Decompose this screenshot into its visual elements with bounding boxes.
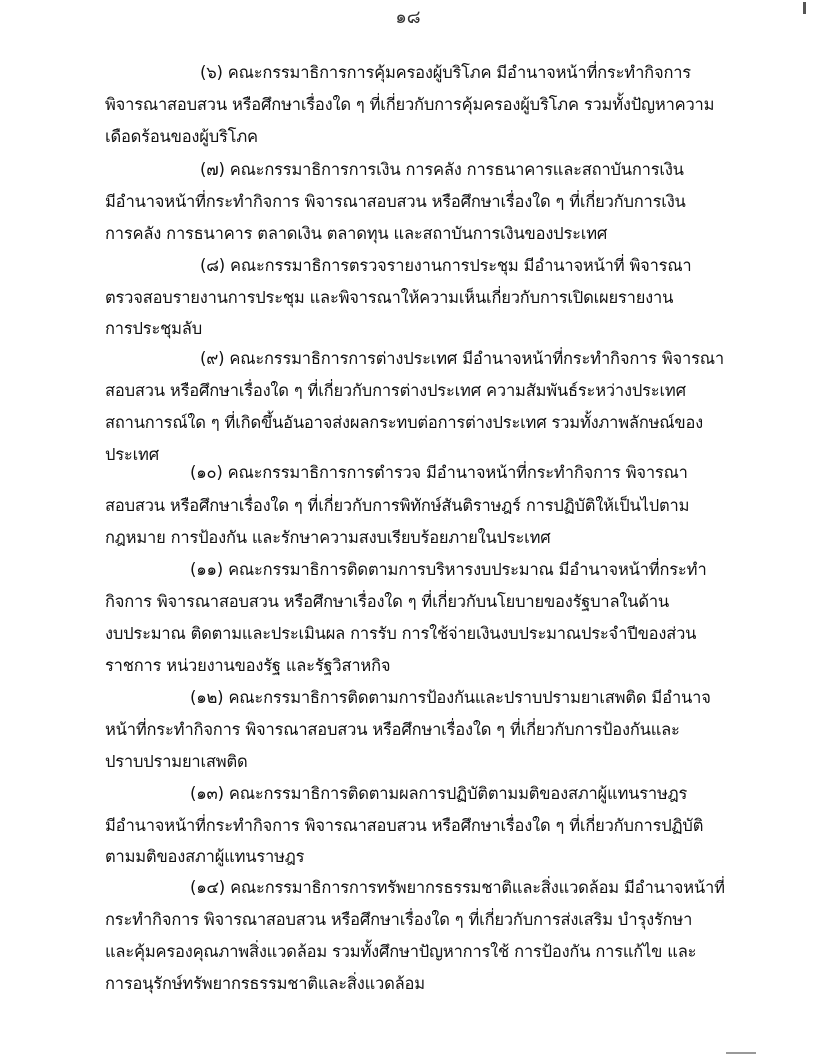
paragraph-10-line-1: (๑๐) คณะกรรมาธิการการตำรวจ มีอำนาจหน้าที่กระทำกิจการ พิจารณา	[190, 463, 688, 482]
paragraph-6-line-3: เดือดร้อนของผู้บริโภค	[105, 127, 258, 146]
paragraph-13-line-2: มีอำนาจหน้าที่กระทำกิจการ พิจารณาสอบสวน หรือศึกษาเรื่องใด ๆ ที่เกี่ยวกับการปฏิบัติ	[105, 816, 704, 835]
paragraph-11-line-4: ราชการ หน่วยงานของรัฐ และรัฐวิสาหกิจ	[105, 656, 391, 675]
paragraph-8-line-3: การประชุมลับ	[105, 319, 202, 338]
paragraph-11-line-2: กิจการ พิจารณาสอบสวน หรือศึกษาเรื่องใด ๆ ที่เกี่ยวกับนโยบายของรัฐบาลในด้าน	[105, 592, 670, 611]
paragraph-9-line-1: (๙) คณะกรรมาธิการการต่างประเทศ มีอำนาจหน้าที่กระทำกิจการ พิจารณา	[200, 349, 724, 368]
paragraph-14-line-4: การอนุรักษ์ทรัพยากรธรรมชาติและสิ่งแวดล้อม	[105, 974, 425, 993]
paragraph-13-line-3: ตามมติของสภาผู้แทนราษฎร	[105, 847, 305, 866]
paragraph-7-line-1: (๗) คณะกรรมาธิการการเงิน การคลัง การธนาคารและสถาบันการเงิน	[200, 160, 684, 179]
paragraph-12-line-1: (๑๒) คณะกรรมาธิการติดตามการป้องกันและปราบปรามยาเสพติด มีอำนาจ	[190, 688, 711, 707]
paragraph-7-line-2: มีอำนาจหน้าที่กระทำกิจการ พิจารณาสอบสวน หรือศึกษาเรื่องใด ๆ ที่เกี่ยวกับการเงิน	[105, 192, 686, 211]
paragraph-8-line-1: (๘) คณะกรรมาธิการตรวจรายงานการประชุม มีอำนาจหน้าที่ พิจารณา	[200, 256, 692, 275]
paragraph-7-line-3: การคลัง การธนาคาร ตลาดเงิน ตลาดทุน และสถาบันการเงินของประเทศ	[105, 224, 608, 243]
paragraph-14-line-3: และคุ้มครองคุณภาพสิ่งแวดล้อม รวมทั้งศึกษาปัญหาการใช้ การป้องกัน การแก้ไข และ	[105, 942, 697, 961]
paragraph-9-line-3: สถานการณ์ใด ๆ ที่เกิดขึ้นอันอาจส่งผลกระทบต่อการต่างประเทศ รวมทั้งภาพลักษณ์ของ	[105, 413, 704, 432]
scan-edge-mark	[803, 2, 806, 14]
paragraph-14-line-2: กระทำกิจการ พิจารณาสอบสวน หรือศึกษาเรื่องใด ๆ ที่เกี่ยวกับการส่งเสริม บำรุงรักษา	[105, 910, 693, 929]
paragraph-9-line-4: ประเทศ	[105, 445, 159, 464]
scan-artifact-mark	[726, 1052, 756, 1058]
paragraph-12-line-3: ปราบปรามยาเสพติด	[105, 752, 248, 771]
paragraph-11-line-3: งบประมาณ ติดตามและประเมินผล การรับ การใช้จ่ายเงินงบประมาณประจำปีของส่วน	[105, 624, 697, 643]
paragraph-9-line-2: สอบสวน หรือศึกษาเรื่องใด ๆ ที่เกี่ยวกับการต่างประเทศ ความสัมพันธ์ระหว่างประเทศ	[105, 381, 686, 400]
paragraph-8-line-2: ตรวจสอบรายงานการประชุม และพิจารณาให้ความเห็นเกี่ยวกับการเปิดเผยรายงาน	[105, 288, 674, 307]
paragraph-13-line-1: (๑๓) คณะกรรมาธิการติดตามผลการปฏิบัติตามมติของสภาผู้แทนราษฎร	[190, 784, 688, 803]
paragraph-12-line-2: หน้าที่กระทำกิจการ พิจารณาสอบสวน หรือศึกษาเรื่องใด ๆ ที่เกี่ยวกับการป้องกันและ	[105, 720, 680, 739]
paragraph-11-line-1: (๑๑) คณะกรรมาธิการติดตามการบริหารงบประมาณ มีอำนาจหน้าที่กระทำ	[190, 560, 707, 579]
paragraph-10-line-3: กฎหมาย การป้องกัน และรักษาความสงบเรียบร้อยภายในประเทศ	[105, 528, 551, 547]
paragraph-6-line-2: พิจารณาสอบสวน หรือศึกษาเรื่องใด ๆ ที่เกี่ยวกับการคุ้มครองผู้บริโภค รวมทั้งปัญหาความ	[105, 95, 715, 114]
paragraph-14-line-1: (๑๔) คณะกรรมาธิการการทรัพยากรธรรมชาติและสิ่งแวดล้อม มีอำนาจหน้าที่	[190, 878, 725, 897]
paragraph-6-line-1: (๖) คณะกรรมาธิการการคุ้มครองผู้บริโภค มีอำนาจหน้าที่กระทำกิจการ	[200, 63, 691, 82]
page-number: ๑๘	[395, 7, 421, 28]
paragraph-10-line-2: สอบสวน หรือศึกษาเรื่องใด ๆ ที่เกี่ยวกับการพิทักษ์สันติราษฎร์ การปฏิบัติให้เป็นไปตาม	[105, 496, 690, 515]
